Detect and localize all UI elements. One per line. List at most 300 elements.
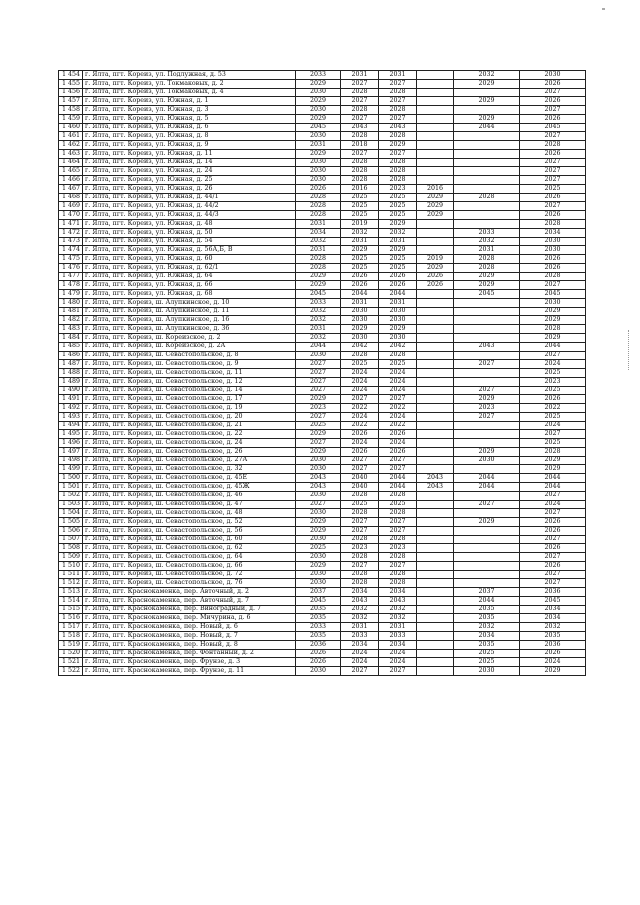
year-col-1-cell: 2030	[296, 351, 341, 360]
year-col-5-cell: 2023	[454, 404, 520, 413]
table-row	[59, 360, 586, 369]
year-col-2-cell: 2025	[341, 193, 379, 202]
year-col-2-cell: 2016	[341, 184, 379, 193]
year-col-1-cell: 2031	[296, 246, 341, 255]
year-col-6-cell: 2045	[520, 290, 586, 299]
year-col-4-cell: 2029	[417, 211, 454, 220]
year-col-1-cell: 2027	[296, 412, 341, 421]
year-col-3-cell: 2023	[379, 544, 417, 553]
row-number-cell: 1 509	[59, 553, 83, 562]
address-cell: г. Ялта, пгт. Кореиз, ш. Севастопольское, д. 11	[83, 369, 296, 378]
year-col-1-cell: 2030	[296, 579, 341, 588]
year-col-4-cell	[417, 614, 454, 623]
address-cell: г. Ялта, пгт. Кореиз, ш. Севастопольское, д. 64	[83, 553, 296, 562]
row-number-cell: 1 484	[59, 333, 83, 342]
year-col-5-cell: 2044	[454, 482, 520, 491]
year-col-6-cell: 2025	[520, 412, 586, 421]
year-col-2-cell: 2028	[341, 176, 379, 185]
address-cell: г. Ялта, пгт. Краснокаменка, пер. Фрунзе, д. 3	[83, 658, 296, 667]
year-col-6-cell: 2029	[520, 456, 586, 465]
year-col-4-cell: 2029	[417, 202, 454, 211]
year-col-1-cell: 2043	[296, 482, 341, 491]
year-col-6-cell: 2025	[520, 439, 586, 448]
year-col-5-cell: 2032	[454, 237, 520, 246]
year-col-5-cell: 2033	[454, 228, 520, 237]
year-col-2-cell: 2025	[341, 500, 379, 509]
year-col-4-cell	[417, 132, 454, 141]
address-cell: г. Ялта, пгт. Кореиз, ш. Севастопольское, д. 48	[83, 509, 296, 518]
year-col-3-cell: 2028	[379, 509, 417, 518]
table-row	[59, 404, 586, 413]
address-cell: г. Ялта, пгт. Кореиз, ш. Севастопольское, д. 66	[83, 561, 296, 570]
year-col-1-cell: 2033	[296, 298, 341, 307]
row-number-cell: 1 471	[59, 220, 83, 229]
year-col-1-cell: 2027	[296, 369, 341, 378]
year-col-1-cell: 2030	[296, 88, 341, 97]
scan-edge-mark	[628, 330, 631, 370]
year-col-5-cell: 2027	[454, 412, 520, 421]
table-row	[59, 263, 586, 272]
year-col-5-cell: 2030	[454, 456, 520, 465]
table-row	[59, 255, 586, 264]
table-row	[59, 588, 586, 597]
year-col-2-cell: 2018	[341, 141, 379, 150]
address-cell: г. Ялта, пгт. Кореиз, ш. Алупкинское, д. 11	[83, 307, 296, 316]
table-row	[59, 141, 586, 150]
year-col-2-cell: 2028	[341, 579, 379, 588]
address-cell: г. Ялта, пгт. Краснокаменка, пер. Новый, д. 8	[83, 640, 296, 649]
table-row	[59, 518, 586, 527]
year-col-2-cell: 2025	[341, 360, 379, 369]
row-number-cell: 1 497	[59, 447, 83, 456]
year-col-4-cell	[417, 561, 454, 570]
year-col-2-cell: 2028	[341, 553, 379, 562]
year-col-3-cell: 2031	[379, 71, 417, 80]
year-col-6-cell: 2026	[520, 263, 586, 272]
year-col-2-cell: 2026	[341, 447, 379, 456]
row-number-cell: 1 477	[59, 272, 83, 281]
year-col-2-cell: 2027	[341, 79, 379, 88]
year-col-3-cell: 2027	[379, 518, 417, 527]
table-row	[59, 114, 586, 123]
table-row	[59, 658, 586, 667]
year-col-6-cell: 2028	[520, 325, 586, 334]
table-row	[59, 167, 586, 176]
year-col-4-cell	[417, 658, 454, 667]
year-col-5-cell: 2045	[454, 290, 520, 299]
year-col-6-cell: 2025	[520, 369, 586, 378]
year-col-2-cell: 2025	[341, 255, 379, 264]
year-col-3-cell: 2024	[379, 658, 417, 667]
year-col-2-cell: 2028	[341, 106, 379, 115]
row-number-cell: 1 455	[59, 79, 83, 88]
year-col-2-cell: 2034	[341, 588, 379, 597]
year-col-2-cell: 2026	[341, 272, 379, 281]
year-col-2-cell: 2024	[341, 369, 379, 378]
year-col-1-cell: 2032	[296, 307, 341, 316]
year-col-2-cell: 2027	[341, 97, 379, 106]
year-col-1-cell: 2031	[296, 141, 341, 150]
year-col-3-cell: 2032	[379, 605, 417, 614]
table-row	[59, 228, 586, 237]
address-cell: г. Ялта, пгт. Кореиз, ш. Севастопольское, д. 45Ж	[83, 482, 296, 491]
address-cell: г. Ялта, пгт. Кореиз, ул. Южная, д. 44/2	[83, 202, 296, 211]
year-col-1-cell: 2030	[296, 570, 341, 579]
year-col-6-cell: 2045	[520, 596, 586, 605]
year-col-6-cell: 2026	[520, 544, 586, 553]
year-col-1-cell: 2030	[296, 456, 341, 465]
address-cell: г. Ялта, пгт. Кореиз, ш. Севастопольское, д. 26	[83, 447, 296, 456]
year-col-1-cell: 2030	[296, 465, 341, 474]
address-cell: г. Ялта, пгт. Кореиз, ул. Южная, д. 68	[83, 290, 296, 299]
row-number-cell: 1 472	[59, 228, 83, 237]
table-row	[59, 553, 586, 562]
year-col-5-cell	[454, 570, 520, 579]
table-row	[59, 281, 586, 290]
year-col-3-cell: 2027	[379, 114, 417, 123]
table-row	[59, 71, 586, 80]
row-number-cell: 1 517	[59, 623, 83, 632]
year-col-6-cell: 2026	[520, 193, 586, 202]
year-col-3-cell: 2026	[379, 447, 417, 456]
row-number-cell: 1 474	[59, 246, 83, 255]
year-col-3-cell: 2032	[379, 614, 417, 623]
row-number-cell: 1 493	[59, 412, 83, 421]
year-col-5-cell	[454, 158, 520, 167]
year-col-2-cell: 2026	[341, 281, 379, 290]
year-col-4-cell	[417, 518, 454, 527]
address-cell: г. Ялта, пгт. Кореиз, ул. Южная, д. 62/1	[83, 263, 296, 272]
year-col-3-cell: 2026	[379, 272, 417, 281]
year-col-4-cell	[417, 465, 454, 474]
address-cell: г. Ялта, пгт. Кореиз, ш. Севастопольское, д. 24	[83, 439, 296, 448]
table-row	[59, 649, 586, 658]
capital-repair-schedule-table	[58, 70, 586, 676]
year-col-5-cell: 2027	[454, 500, 520, 509]
year-col-3-cell: 2025	[379, 263, 417, 272]
row-number-cell: 1 460	[59, 123, 83, 132]
year-col-4-cell	[417, 456, 454, 465]
year-col-2-cell: 2022	[341, 404, 379, 413]
row-number-cell: 1 516	[59, 614, 83, 623]
year-col-3-cell: 2029	[379, 220, 417, 229]
address-cell: г. Ялта, пгт. Кореиз, ш. Севастопольское, д. 47	[83, 500, 296, 509]
year-col-6-cell: 2030	[520, 237, 586, 246]
year-col-3-cell: 2044	[379, 482, 417, 491]
year-col-4-cell	[417, 412, 454, 421]
address-cell: г. Ялта, пгт. Кореиз, ул. Южная, д. 25	[83, 176, 296, 185]
year-col-5-cell: 2044	[454, 596, 520, 605]
year-col-4-cell	[417, 570, 454, 579]
year-col-4-cell	[417, 325, 454, 334]
year-col-1-cell: 2029	[296, 395, 341, 404]
year-col-3-cell: 2027	[379, 465, 417, 474]
table-row	[59, 614, 586, 623]
year-col-1-cell: 2035	[296, 614, 341, 623]
year-col-3-cell: 2043	[379, 123, 417, 132]
year-col-5-cell: 2025	[454, 658, 520, 667]
year-col-3-cell: 2023	[379, 184, 417, 193]
table-row	[59, 465, 586, 474]
year-col-4-cell	[417, 351, 454, 360]
year-col-4-cell	[417, 114, 454, 123]
year-col-1-cell: 2029	[296, 526, 341, 535]
year-col-4-cell	[417, 141, 454, 150]
year-col-1-cell: 2030	[296, 535, 341, 544]
year-col-4-cell	[417, 544, 454, 553]
year-col-5-cell: 2028	[454, 193, 520, 202]
address-cell: г. Ялта, пгт. Кореиз, ул. Южная, д. 14	[83, 158, 296, 167]
year-col-5-cell	[454, 535, 520, 544]
row-number-cell: 1 481	[59, 307, 83, 316]
year-col-4-cell	[417, 447, 454, 456]
year-col-6-cell: 2026	[520, 561, 586, 570]
address-cell: г. Ялта, пгт. Кореиз, ш. Кореизское, д. 2А	[83, 342, 296, 351]
row-number-cell: 1 476	[59, 263, 83, 272]
table-row	[59, 211, 586, 220]
year-col-6-cell: 2034	[520, 605, 586, 614]
year-col-4-cell	[417, 237, 454, 246]
year-col-2-cell: 2026	[341, 430, 379, 439]
row-number-cell: 1 495	[59, 430, 83, 439]
year-col-1-cell: 2030	[296, 553, 341, 562]
year-col-3-cell: 2030	[379, 333, 417, 342]
row-number-cell: 1 501	[59, 482, 83, 491]
row-number-cell: 1 499	[59, 465, 83, 474]
row-number-cell: 1 505	[59, 518, 83, 527]
address-cell: г. Ялта, пгт. Кореиз, ш. Севастопольское, д. 56	[83, 526, 296, 535]
year-col-4-cell	[417, 421, 454, 430]
table-row	[59, 482, 586, 491]
address-cell: г. Ялта, пгт. Кореиз, ш. Севастопольское, д. 60	[83, 535, 296, 544]
year-col-1-cell: 2027	[296, 386, 341, 395]
address-cell: г. Ялта, пгт. Кореиз, ш. Севастопольское, д. 27А	[83, 456, 296, 465]
table-row	[59, 500, 586, 509]
year-col-6-cell: 2029	[520, 465, 586, 474]
year-col-5-cell	[454, 351, 520, 360]
year-col-2-cell: 2027	[341, 518, 379, 527]
table-row	[59, 202, 586, 211]
year-col-5-cell	[454, 106, 520, 115]
year-col-2-cell: 2025	[341, 202, 379, 211]
year-col-2-cell: 2032	[341, 605, 379, 614]
year-col-3-cell: 2025	[379, 193, 417, 202]
year-col-1-cell: 2036	[296, 640, 341, 649]
year-col-1-cell: 2026	[296, 658, 341, 667]
year-col-4-cell	[417, 106, 454, 115]
year-col-5-cell	[454, 465, 520, 474]
row-number-cell: 1 470	[59, 211, 83, 220]
table-row	[59, 193, 586, 202]
table-row	[59, 88, 586, 97]
year-col-3-cell: 2034	[379, 588, 417, 597]
address-cell: г. Ялта, пгт. Кореиз, ул. Южная, д. 50	[83, 228, 296, 237]
row-number-cell: 1 491	[59, 395, 83, 404]
year-col-2-cell: 2025	[341, 211, 379, 220]
table-row	[59, 667, 586, 676]
year-col-5-cell	[454, 544, 520, 553]
year-col-1-cell: 2030	[296, 132, 341, 141]
year-col-4-cell	[417, 632, 454, 641]
year-col-2-cell: 2024	[341, 649, 379, 658]
row-number-cell: 1 482	[59, 316, 83, 325]
year-col-1-cell: 2032	[296, 237, 341, 246]
year-col-6-cell: 2044	[520, 474, 586, 483]
year-col-1-cell: 2026	[296, 184, 341, 193]
row-number-cell: 1 506	[59, 526, 83, 535]
year-col-6-cell: 2034	[520, 228, 586, 237]
year-col-3-cell: 2030	[379, 307, 417, 316]
year-col-3-cell: 2028	[379, 553, 417, 562]
year-col-3-cell: 2027	[379, 561, 417, 570]
year-col-5-cell: 2025	[454, 649, 520, 658]
address-cell: г. Ялта, пгт. Кореиз, ш. Севастопольское, д. 72	[83, 570, 296, 579]
year-col-5-cell: 2029	[454, 272, 520, 281]
address-cell: г. Ялта, пгт. Кореиз, ш. Севастопольское, д. 45Е	[83, 474, 296, 483]
row-number-cell: 1 504	[59, 509, 83, 518]
year-col-1-cell: 2030	[296, 176, 341, 185]
year-col-2-cell: 2033	[341, 632, 379, 641]
year-col-4-cell	[417, 360, 454, 369]
year-col-5-cell: 2027	[454, 386, 520, 395]
address-cell: г. Ялта, пгт. Кореиз, ул. Токмаковых, д. 2	[83, 79, 296, 88]
year-col-5-cell: 2032	[454, 71, 520, 80]
table-row	[59, 395, 586, 404]
year-col-6-cell: 2026	[520, 649, 586, 658]
row-number-cell: 1 490	[59, 386, 83, 395]
row-number-cell: 1 515	[59, 605, 83, 614]
year-col-1-cell: 2029	[296, 149, 341, 158]
year-col-5-cell: 2029	[454, 97, 520, 106]
year-col-3-cell: 2028	[379, 167, 417, 176]
row-number-cell: 1 511	[59, 570, 83, 579]
row-number-cell: 1 519	[59, 640, 83, 649]
address-cell: г. Ялта, пгт. Кореиз, ш. Алупкинское, д. 10	[83, 298, 296, 307]
year-col-5-cell	[454, 176, 520, 185]
row-number-cell: 1 465	[59, 167, 83, 176]
year-col-3-cell: 2024	[379, 377, 417, 386]
row-number-cell: 1 464	[59, 158, 83, 167]
year-col-5-cell: 2035	[454, 614, 520, 623]
address-cell: г. Ялта, пгт. Краснокаменка, пер. Виноградный, д. 7	[83, 605, 296, 614]
address-cell: г. Ялта, пгт. Кореиз, ш. Севастопольское, д. 46	[83, 491, 296, 500]
year-col-5-cell	[454, 184, 520, 193]
year-col-6-cell: 2027	[520, 132, 586, 141]
year-col-6-cell: 2026	[520, 518, 586, 527]
year-col-4-cell	[417, 500, 454, 509]
year-col-6-cell: 2029	[520, 333, 586, 342]
year-col-2-cell: 2031	[341, 71, 379, 80]
year-col-3-cell: 2034	[379, 640, 417, 649]
table-row	[59, 123, 586, 132]
table-row	[59, 158, 586, 167]
year-col-4-cell	[417, 123, 454, 132]
year-col-1-cell: 2030	[296, 667, 341, 676]
year-col-6-cell: 2026	[520, 526, 586, 535]
year-col-3-cell: 2022	[379, 404, 417, 413]
address-cell: г. Ялта, пгт. Кореиз, ш. Севастопольское, д. 32	[83, 465, 296, 474]
year-col-3-cell: 2025	[379, 360, 417, 369]
row-number-cell: 1 473	[59, 237, 83, 246]
row-number-cell: 1 469	[59, 202, 83, 211]
year-col-2-cell: 2028	[341, 158, 379, 167]
year-col-5-cell: 2035	[454, 605, 520, 614]
year-col-1-cell: 2030	[296, 509, 341, 518]
table-row	[59, 79, 586, 88]
row-number-cell: 1 500	[59, 474, 83, 483]
year-col-6-cell: 2045	[520, 123, 586, 132]
year-col-4-cell: 2043	[417, 482, 454, 491]
year-col-6-cell: 2028	[520, 272, 586, 281]
year-col-5-cell: 2029	[454, 114, 520, 123]
year-col-5-cell: 2044	[454, 474, 520, 483]
row-number-cell: 1 503	[59, 500, 83, 509]
year-col-6-cell: 2025	[520, 184, 586, 193]
table-row	[59, 272, 586, 281]
year-col-4-cell	[417, 290, 454, 299]
year-col-6-cell: 2027	[520, 491, 586, 500]
year-col-2-cell: 2031	[341, 237, 379, 246]
year-col-6-cell: 2027	[520, 106, 586, 115]
address-cell: г. Ялта, пгт. Кореиз, ш. Севастопольское, д. 22	[83, 430, 296, 439]
year-col-2-cell: 2034	[341, 640, 379, 649]
year-col-3-cell: 2028	[379, 158, 417, 167]
year-col-2-cell: 2044	[341, 290, 379, 299]
table-row	[59, 97, 586, 106]
year-col-6-cell: 2027	[520, 167, 586, 176]
year-col-6-cell: 2027	[520, 176, 586, 185]
year-col-6-cell: 2027	[520, 509, 586, 518]
year-col-5-cell	[454, 202, 520, 211]
year-col-5-cell: 2032	[454, 623, 520, 632]
year-col-2-cell: 2027	[341, 456, 379, 465]
year-col-3-cell: 2027	[379, 395, 417, 404]
year-col-6-cell: 2044	[520, 482, 586, 491]
year-col-5-cell	[454, 316, 520, 325]
address-cell: г. Ялта, пгт. Кореиз, ул. Южная, д. 60	[83, 255, 296, 264]
table-row	[59, 605, 586, 614]
table-row	[59, 544, 586, 553]
year-col-2-cell: 2040	[341, 482, 379, 491]
year-col-3-cell: 2029	[379, 246, 417, 255]
year-col-5-cell: 2037	[454, 588, 520, 597]
table-row	[59, 342, 586, 351]
year-col-4-cell	[417, 88, 454, 97]
year-col-6-cell: 2024	[520, 421, 586, 430]
year-col-6-cell: 2028	[520, 447, 586, 456]
year-col-5-cell	[454, 430, 520, 439]
year-col-5-cell	[454, 526, 520, 535]
year-col-5-cell: 2044	[454, 123, 520, 132]
year-col-6-cell: 2030	[520, 71, 586, 80]
year-col-6-cell: 2029	[520, 667, 586, 676]
table-row	[59, 149, 586, 158]
address-cell: г. Ялта, пгт. Кореиз, ул. Токмаковых, д. 4	[83, 88, 296, 97]
year-col-3-cell: 2044	[379, 290, 417, 299]
year-col-1-cell: 2027	[296, 439, 341, 448]
table-row	[59, 377, 586, 386]
year-col-4-cell	[417, 158, 454, 167]
row-number-cell: 1 521	[59, 658, 83, 667]
year-col-3-cell: 2031	[379, 298, 417, 307]
year-col-3-cell: 2024	[379, 412, 417, 421]
year-col-3-cell: 2028	[379, 132, 417, 141]
year-col-2-cell: 2027	[341, 667, 379, 676]
year-col-3-cell: 2044	[379, 474, 417, 483]
year-col-6-cell: 2026	[520, 149, 586, 158]
year-col-2-cell: 2043	[341, 123, 379, 132]
table-row	[59, 307, 586, 316]
